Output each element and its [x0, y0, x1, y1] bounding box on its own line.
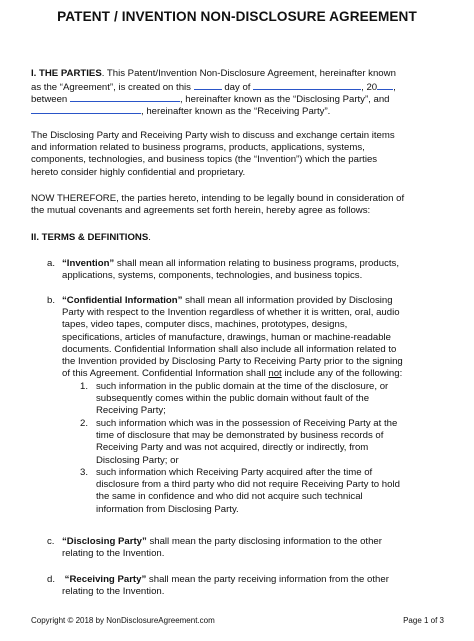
item-a-text: shall mean all information relating to business programs, products,: [114, 258, 399, 269]
item-b-term: “Confidential Information”: [62, 295, 183, 306]
parties-text: . This Patent/Invention Non-Disclosure Agreement, hereinafter known: [101, 68, 396, 79]
item-b-body: [62, 295, 446, 380]
item-a-body: [62, 258, 446, 282]
item-b-text: the Invention provided by Disclosing Party to Receiving Party prior to the signing: [62, 356, 403, 368]
subitem-2-number: 2.: [80, 418, 89, 429]
item-a-marker: a.: [47, 258, 56, 269]
item-c-body: [62, 536, 446, 560]
intro-line: hereto consider highly confidential and proprietary.: [31, 166, 246, 178]
item-c-text: shall mean the party disclosing information to the other: [146, 536, 382, 547]
subitem-2-body: [96, 418, 446, 467]
subitem-3-number: 3.: [80, 467, 89, 478]
item-d-marker: d.: [47, 574, 56, 585]
not-emphasis: not: [268, 368, 282, 380]
item-d-text: relating to the Invention.: [62, 586, 165, 598]
item-b-text: shall mean all information provided by Disclosing: [182, 295, 393, 306]
item-a-term: “Invention”: [62, 258, 115, 269]
subitem-text: Receiving Party;: [96, 405, 166, 417]
subitem-text: information from Disclosing Party.: [96, 503, 239, 515]
item-b-text: documents. Confidential Information shall also include all information related to: [62, 343, 397, 355]
subitem-1-number: 1.: [80, 381, 89, 392]
subitem-1-body: [96, 381, 446, 418]
document-title: PATENT / INVENTION NON-DISCLOSURE AGREEMENT: [57, 9, 417, 24]
subitem-text: Receiving Party and was not acquired, directly or indirectly, from: [96, 442, 369, 454]
parties-text: day of: [224, 82, 251, 93]
item-c-marker: c.: [47, 536, 55, 547]
footer-copyright: Copyright © 2018 by NonDisclosureAgreement.com: [31, 616, 215, 625]
intro-line: The Disclosing Party and Receiving Party wish to discuss and exchange certain items: [31, 130, 395, 141]
subitem-text: subsequently comes within the public domain without fault of the: [96, 393, 370, 405]
terms-heading-suffix: .: [148, 232, 151, 243]
subitem-text: such information in the public domain at the time of the disclosure, or: [96, 381, 389, 392]
item-d-text: shall mean the party receiving information from the other: [146, 574, 389, 585]
year-blank-field[interactable]: [377, 80, 393, 90]
item-a-text: applications, systems, components, technologies, and business topics.: [62, 270, 363, 282]
intro-line: and information related to business programs, products, applications, systems,: [31, 142, 365, 154]
parties-line-1: [31, 68, 447, 80]
now-therefore-paragraph: [31, 193, 447, 217]
parties-text: , 20: [361, 82, 378, 93]
item-b-text: specifications, articles of manufacture, drawings, human or machine-readable: [62, 331, 392, 343]
item-d-body: [62, 574, 446, 598]
subitem-text: time of disclosure that may be demonstrated by business records of: [96, 430, 384, 442]
item-b-marker: b.: [47, 295, 56, 306]
subitem-text: such information which Receiving Party acquired after the time of: [96, 467, 373, 478]
item-b-text: include any of the following:: [281, 368, 403, 380]
subitem-text: the same in confidence and who did not acquire such technical: [96, 491, 363, 503]
now-therefore-line: the mutual covenants and agreements set forth herein, hereby agree as follows:: [31, 205, 371, 217]
parties-text: as the “Agreement”, is created on this: [31, 82, 191, 93]
subitem-text: Disclosing Party; or: [96, 454, 179, 466]
subitem-text: such information which was in the possession of Receiving Party at the: [96, 418, 398, 429]
item-c-text: relating to the Invention.: [62, 548, 165, 560]
item-b-text: tapes, video tapes, computer discs, machines, prototypes, designs,: [62, 319, 348, 331]
receiving-party-blank-field[interactable]: [31, 104, 141, 114]
item-b-text: of this Agreement. Confidential Information shall: [62, 368, 269, 380]
parties-heading: I. THE PARTIES: [31, 68, 102, 79]
parties-text: between: [31, 94, 68, 105]
terms-heading-line: [31, 232, 447, 244]
intro-paragraph: [31, 130, 447, 179]
day-blank-field[interactable]: [194, 80, 222, 90]
parties-text: ,: [393, 82, 396, 93]
item-b-text: Party with respect to the Invention regardless of whether it is written, oral, audio: [62, 307, 400, 319]
intro-line: components, technologies, and business topics (the “Invention”) which the parties: [31, 154, 378, 166]
footer-page-number: Page 1 of 3: [403, 616, 444, 625]
parties-text: , hereinafter known as the “Receiving Party”.: [141, 106, 331, 117]
parties-text: , hereinafter known as the “Disclosing Party”, and: [179, 94, 390, 105]
parties-line-4: [31, 104, 447, 118]
terms-heading: II. TERMS & DEFINITIONS: [31, 232, 149, 243]
month-blank-field[interactable]: [253, 80, 361, 90]
now-therefore-line: NOW THEREFORE, the parties hereto, intending to be legally bound in consideration of: [31, 193, 405, 204]
item-d-term: “Receiving Party”: [64, 574, 147, 585]
subitem-text: disclosure from a third party who did not require Receiving Party to hold: [96, 479, 400, 491]
subitem-3-body: [96, 467, 446, 516]
disclosing-party-blank-field[interactable]: [70, 92, 180, 102]
item-c-term: “Disclosing Party”: [62, 536, 147, 547]
